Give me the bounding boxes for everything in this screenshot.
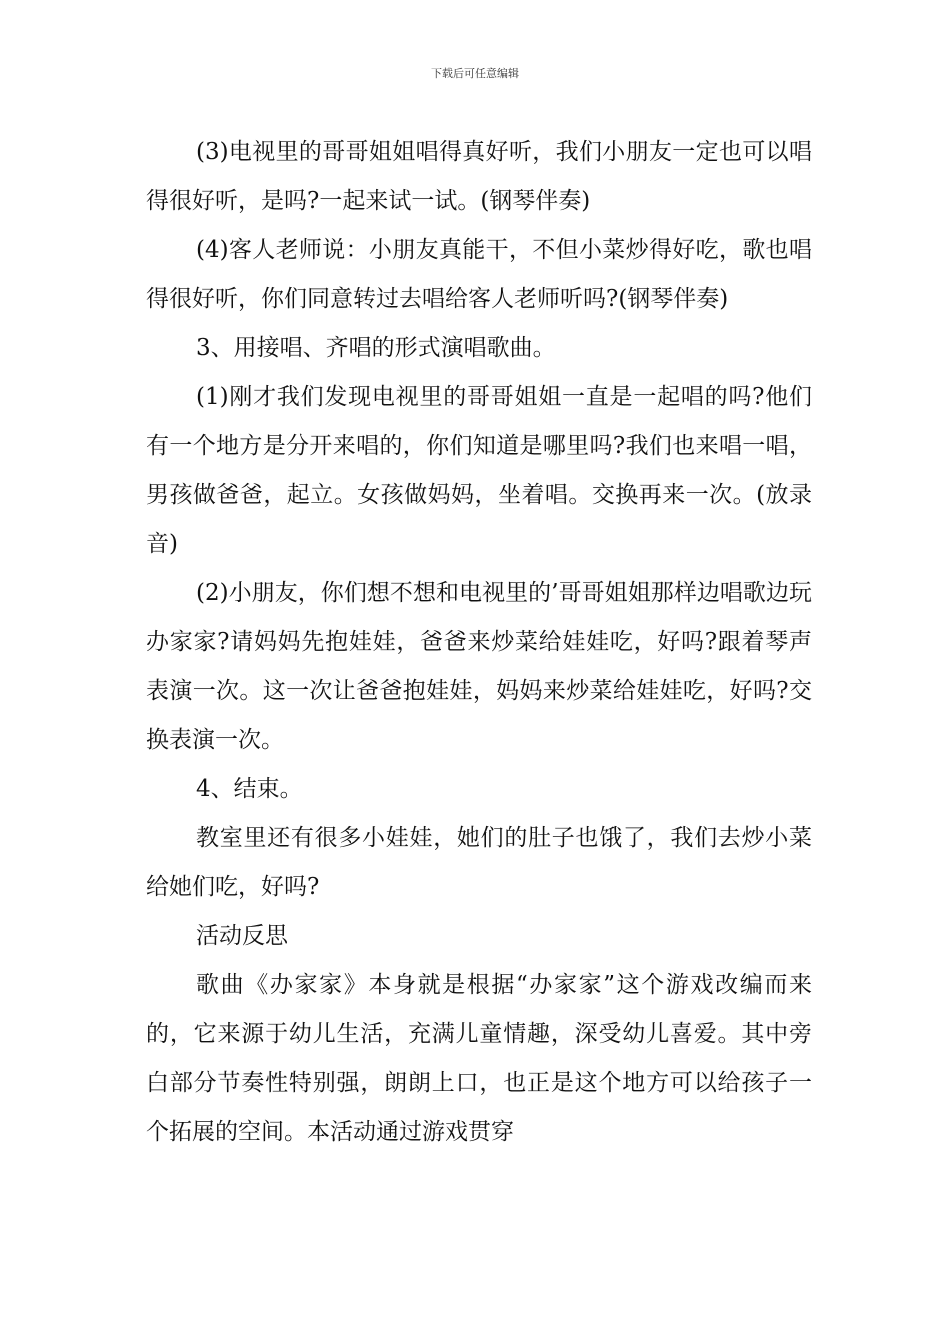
paragraph-1: (1)刚才我们发现电视里的哥哥姐姐一直是一起唱的吗?他们有一个地方是分开来唱的，你们知道是哪里吗?我们也来唱一唱，男孩做爸爸，起立。女孩做妈妈，坐着唱。交换再来一次。(放录音) [146,384,812,557]
section-heading-3: 3、用接唱、齐唱的形式演唱歌曲。 [196,335,556,361]
section-heading-4: 4、结束。 [196,776,303,802]
page-header: 下载后可任意编辑 [431,67,519,80]
section-heading-reflection: 活动反思 [196,923,288,949]
paragraph-ending: 教室里还有很多小娃娃，她们的肚子也饿了，我们去炒小菜给她们吃，好吗? [146,825,812,900]
paragraph-reflection: 歌曲《办家家》本身就是根据“办家家”这个游戏改编而来的，它来源于幼儿生活，充满儿童情趣，深受幼儿喜爱。其中旁白部分节奏性特别强，朗朗上口，也正是这个地方可以给孩子一个拓展的空间。本活动通过游戏贯穿 [146,972,812,1145]
paragraph-3: (3)电视里的哥哥姐姐唱得真好听，我们小朋友一定也可以唱得很好听，是吗?一起来试一试。(钢琴伴奏) [146,139,812,214]
paragraph-4: (4)客人老师说：小朋友真能干，不但小菜炒得好吃，歌也唱得很好听，你们同意转过去唱给客人老师听吗?(钢琴伴奏) [146,237,812,312]
paragraph-2: (2)小朋友，你们想不想和电视里的’哥哥姐姐那样边唱歌边玩办家家?请妈妈先抱娃娃，爸爸来炒菜给娃娃吃，好吗?跟着琴声表演一次。这一次让爸爸抱娃娃，妈妈来炒菜给娃娃吃，好吗?交换表演一次。 [146,580,812,753]
document-body [146,128,812,1157]
